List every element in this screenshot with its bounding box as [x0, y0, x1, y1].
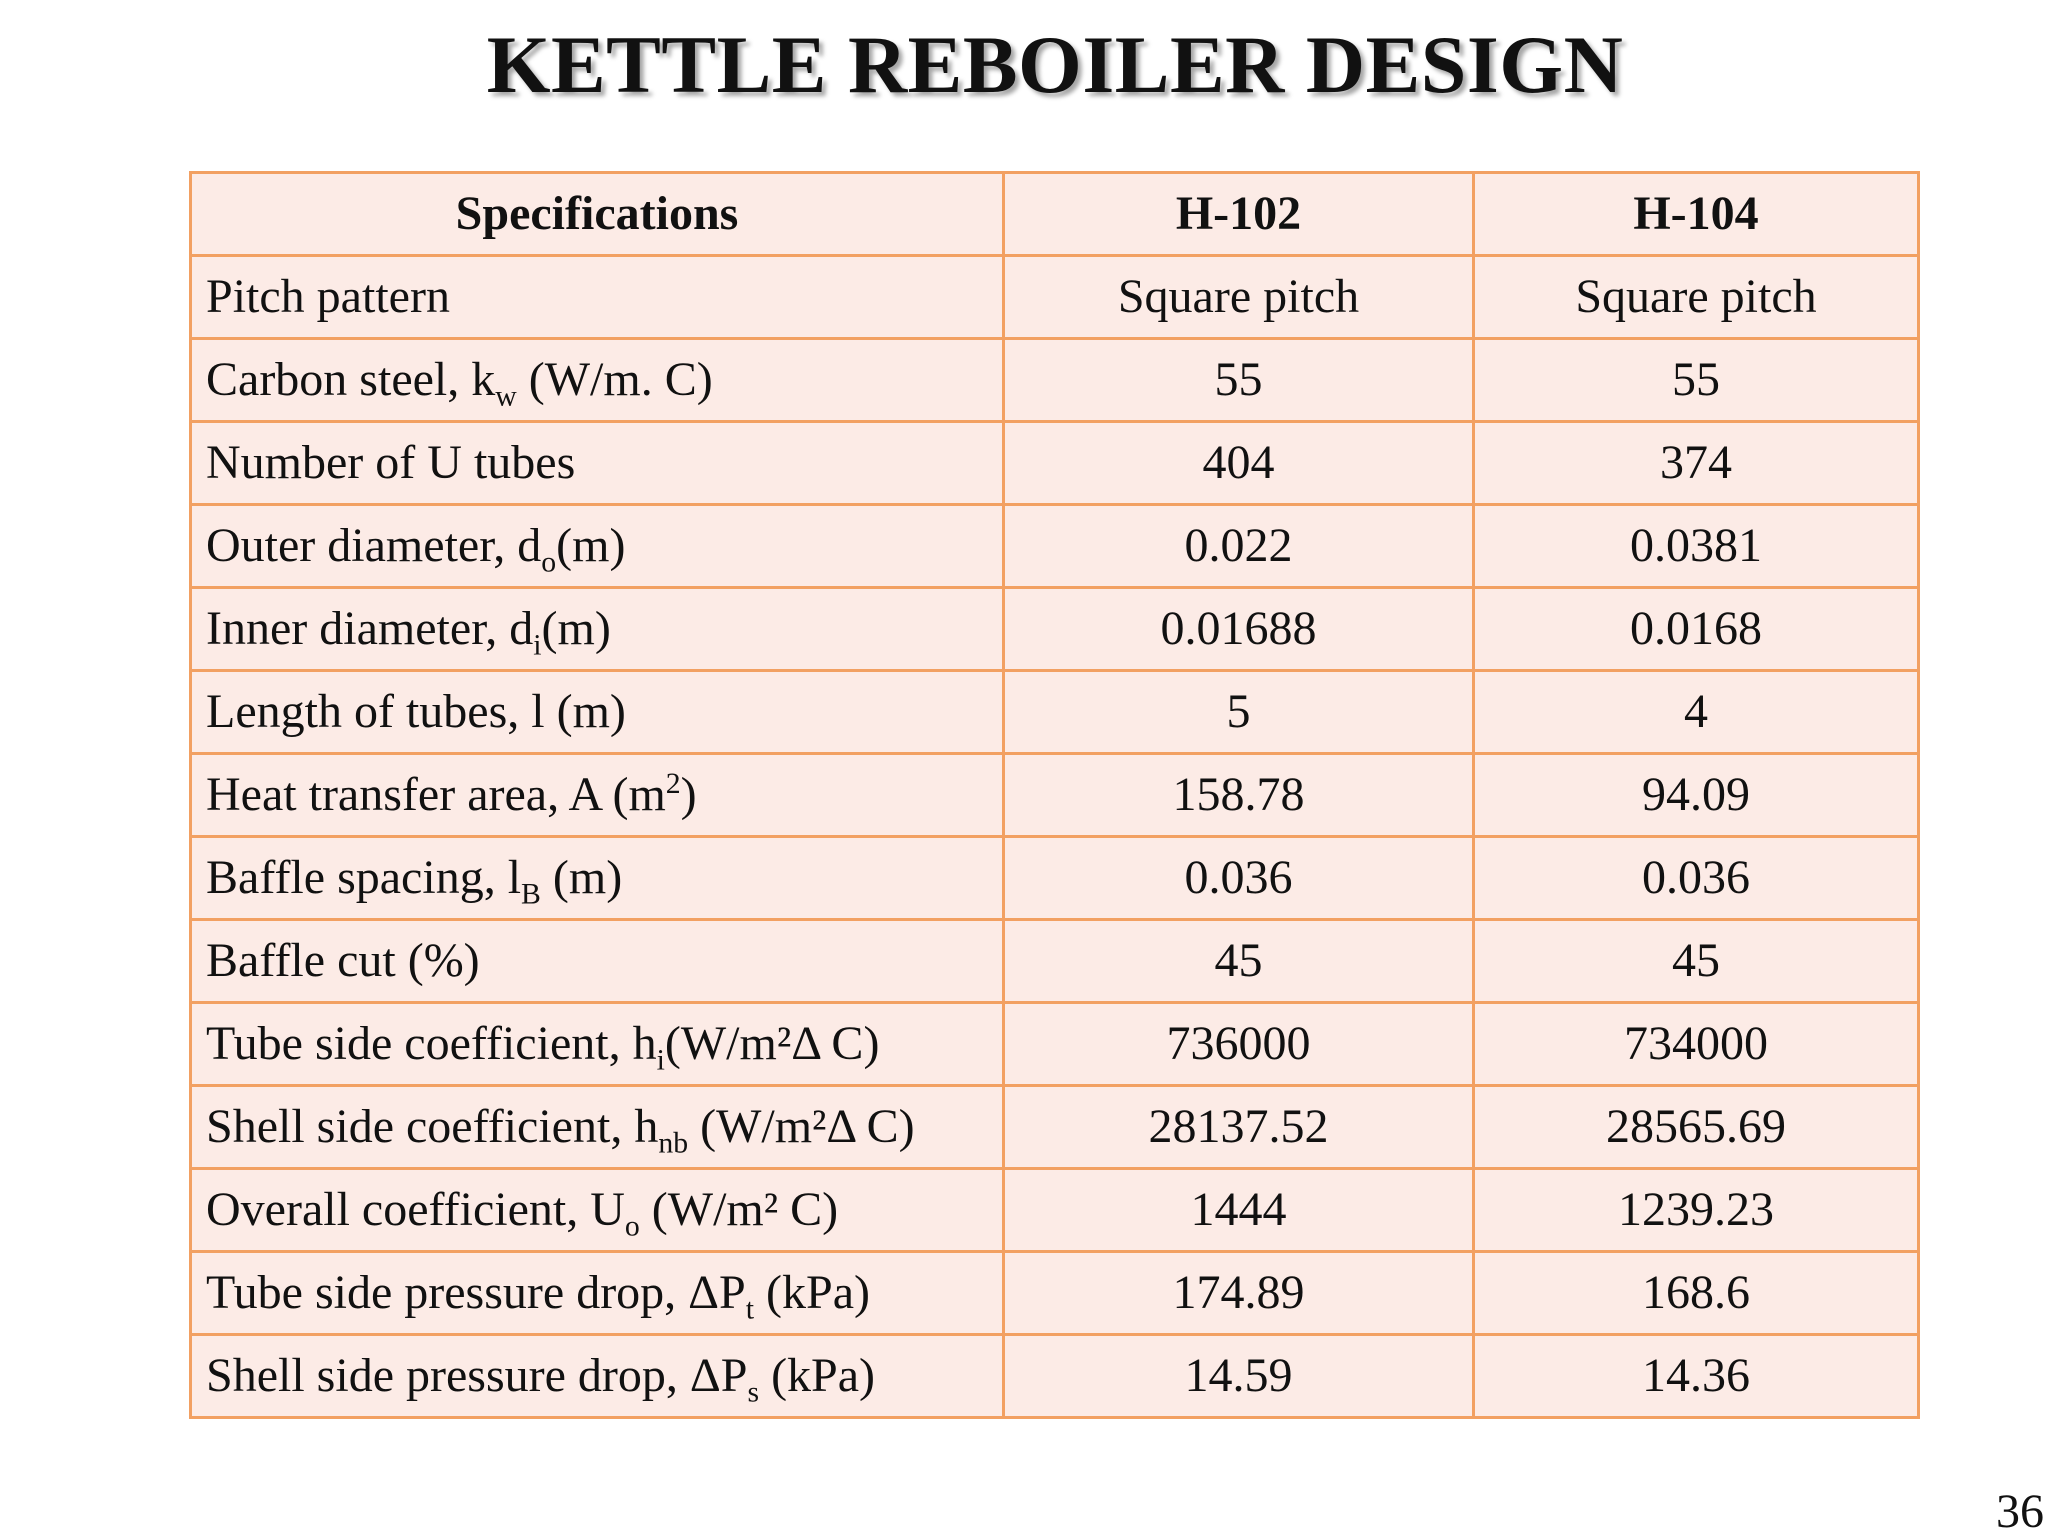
- table-row: [191, 1252, 1919, 1335]
- label-pre: Shell side coefficient, h: [206, 1100, 659, 1153]
- label-post: (kPa): [759, 1349, 876, 1402]
- label-pre: Heat transfer area, A (m: [206, 768, 666, 821]
- label-post: (m): [541, 602, 611, 655]
- table-row: [191, 1335, 1919, 1418]
- specification-label: [191, 920, 1004, 1003]
- specification-label: [191, 339, 1004, 422]
- h-104-value: 55: [1474, 339, 1919, 422]
- label-post: (m): [556, 519, 626, 572]
- specification-label: [191, 505, 1004, 588]
- h-104-value: Square pitch: [1474, 256, 1919, 339]
- label-pre: Tube side pressure drop, ΔP: [206, 1266, 746, 1319]
- table-row: [191, 1169, 1919, 1252]
- table-row: [191, 256, 1919, 339]
- label-sub: o: [624, 1209, 640, 1243]
- specification-label: [191, 588, 1004, 671]
- table-body: [191, 256, 1919, 1418]
- h-102-value: 0.01688: [1004, 588, 1474, 671]
- label-post: (W/m² C): [639, 1183, 839, 1236]
- label-pre: Number of U tubes: [206, 436, 576, 489]
- h-104-value: 4: [1474, 671, 1919, 754]
- h-104-value: 168.6: [1474, 1252, 1919, 1335]
- h-102-value: 14.59: [1004, 1335, 1474, 1418]
- label-pre: Baffle cut (%): [206, 934, 480, 987]
- table-row: [191, 754, 1919, 837]
- h-102-value: 0.036: [1004, 837, 1474, 920]
- label-sub: s: [747, 1375, 760, 1409]
- h-104-value: 0.0381: [1474, 505, 1919, 588]
- h-104-value: 0.0168: [1474, 588, 1919, 671]
- table-row: [191, 1003, 1919, 1086]
- label-sub: w: [495, 379, 517, 413]
- h-104-value: 374: [1474, 422, 1919, 505]
- specifications-table: [189, 171, 1920, 1419]
- h-104-value: 14.36: [1474, 1335, 1919, 1418]
- specification-label: [191, 1169, 1004, 1252]
- h-102-value: 45: [1004, 920, 1474, 1003]
- h-104-value: 734000: [1474, 1003, 1919, 1086]
- label-sub: o: [541, 545, 557, 579]
- label-sub: B: [521, 877, 541, 911]
- h-104-value: 94.09: [1474, 754, 1919, 837]
- h-102-value: 0.022: [1004, 505, 1474, 588]
- label-pre: Inner diameter, d: [206, 602, 534, 655]
- page-number: 36: [1996, 1485, 2044, 1536]
- specification-label: [191, 422, 1004, 505]
- h-104-value: 1239.23: [1474, 1169, 1919, 1252]
- specification-label: [191, 1003, 1004, 1086]
- table-row: [191, 671, 1919, 754]
- table-row: [191, 505, 1919, 588]
- label-sub: i: [533, 628, 542, 662]
- label-pre: Tube side coefficient, h: [206, 1017, 657, 1070]
- specification-label: [191, 1086, 1004, 1169]
- label-sub: i: [656, 1043, 665, 1077]
- specification-label: [191, 754, 1004, 837]
- label-pre: Shell side pressure drop, ΔP: [206, 1349, 748, 1402]
- table-row: [191, 920, 1919, 1003]
- specification-label: [191, 1335, 1004, 1418]
- h-102-value: Square pitch: [1004, 256, 1474, 339]
- label-post: (W/m. C): [516, 353, 713, 406]
- label-post: (m): [540, 851, 623, 904]
- label-pre: Pitch pattern: [206, 270, 450, 323]
- label-pre: Length of tubes, l (m): [206, 685, 626, 738]
- specification-label: [191, 256, 1004, 339]
- specification-label: [191, 1252, 1004, 1335]
- label-post: ): [680, 768, 697, 821]
- h-102-value: 158.78: [1004, 754, 1474, 837]
- table-row: [191, 339, 1919, 422]
- table-row: [191, 837, 1919, 920]
- label-post: (W/m²Δ C): [664, 1017, 880, 1070]
- label-post: (W/m²Δ C): [688, 1100, 915, 1153]
- label-pre: Carbon steel, k: [206, 353, 496, 406]
- label-sub: t: [745, 1292, 755, 1326]
- label-post: (kPa): [754, 1266, 870, 1319]
- specification-label: [191, 671, 1004, 754]
- table-header-row: [191, 173, 1919, 256]
- h-102-value: 1444: [1004, 1169, 1474, 1252]
- header-specifications: Specifications: [191, 173, 1004, 256]
- table-row: [191, 1086, 1919, 1169]
- specification-label: [191, 837, 1004, 920]
- label-sub: nb: [658, 1126, 689, 1160]
- table-row: [191, 422, 1919, 505]
- header-h-102: H-102: [1004, 173, 1474, 256]
- h-102-value: 5: [1004, 671, 1474, 754]
- label-pre: Baffle spacing, l: [206, 851, 522, 904]
- h-102-value: 736000: [1004, 1003, 1474, 1086]
- h-102-value: 404: [1004, 422, 1474, 505]
- h-102-value: 174.89: [1004, 1252, 1474, 1335]
- h-104-value: 28565.69: [1474, 1086, 1919, 1169]
- h-102-value: 55: [1004, 339, 1474, 422]
- header-h-104: H-104: [1474, 173, 1919, 256]
- label-pre: Outer diameter, d: [206, 519, 542, 572]
- h-102-value: 28137.52: [1004, 1086, 1474, 1169]
- slide-title: KETTLE REBOILER DESIGN: [486, 19, 1624, 110]
- table-row: [191, 588, 1919, 671]
- label-pre: Overall coefficient, U: [206, 1183, 625, 1236]
- h-104-value: 0.036: [1474, 837, 1919, 920]
- h-104-value: 45: [1474, 920, 1919, 1003]
- label-sup: 2: [665, 767, 681, 800]
